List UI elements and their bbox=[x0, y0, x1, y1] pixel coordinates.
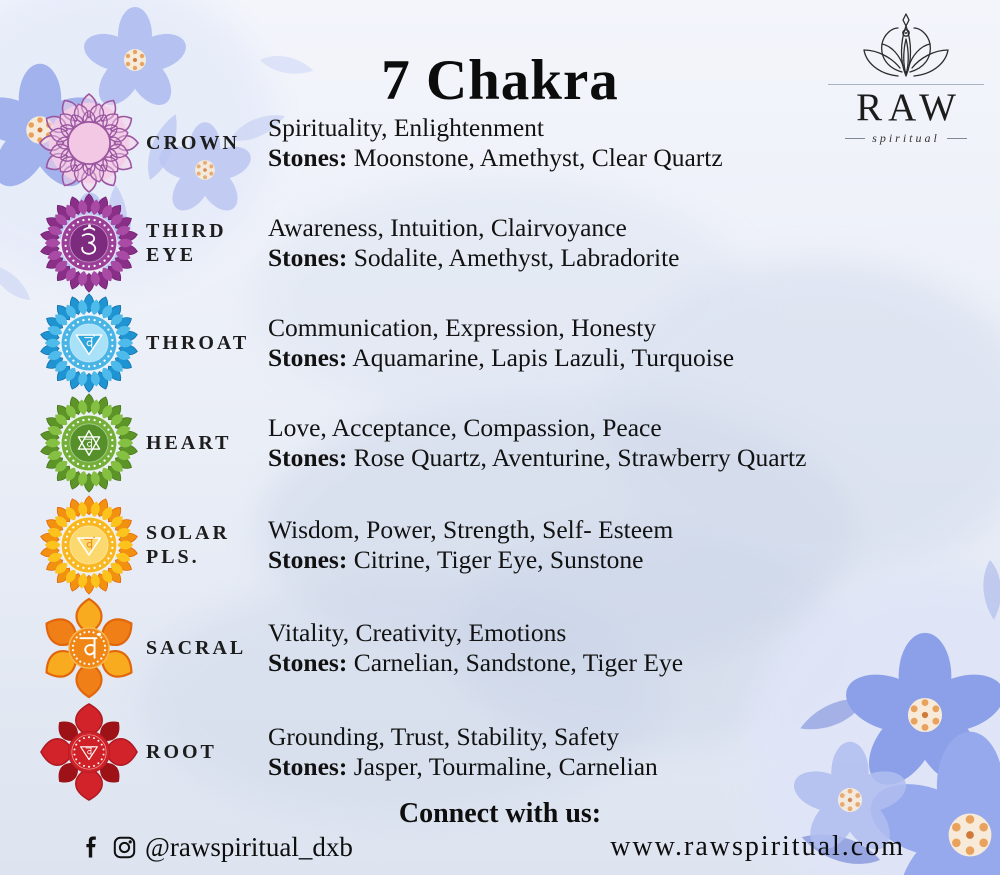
chakra-stones: Stones: Rose Quartz, Aventurine, Strawberry Quartz bbox=[268, 443, 807, 472]
crown-chakra-icon-box bbox=[36, 92, 142, 194]
throat-chakra-icon-box bbox=[36, 292, 142, 394]
stones-label: Stones: bbox=[268, 143, 348, 172]
footer-row bbox=[82, 831, 905, 863]
stones-label: Stones: bbox=[268, 343, 348, 372]
chakra-row-heart bbox=[36, 392, 992, 494]
third-eye-chakra-icon-box bbox=[36, 192, 142, 294]
chakra-label: SACRAL bbox=[146, 637, 247, 659]
chakra-keywords: Communication, Expression, Honesty bbox=[268, 313, 657, 342]
connect-heading: Connect with us: bbox=[398, 798, 602, 829]
crown-chakra-icon bbox=[38, 92, 140, 194]
chakra-keywords: Grounding, Trust, Stability, Safety bbox=[268, 722, 620, 751]
chakra-row-third-eye bbox=[36, 192, 992, 294]
chakra-row-root bbox=[36, 701, 992, 803]
chakra-label: THROAT bbox=[146, 332, 250, 354]
root-chakra-icon bbox=[38, 701, 140, 803]
throat-chakra-icon bbox=[38, 292, 140, 394]
stones-label: Stones: bbox=[268, 443, 348, 472]
social-block bbox=[82, 832, 353, 863]
brand-name: RAW bbox=[856, 86, 962, 129]
stones-label: Stones: bbox=[268, 752, 348, 781]
website-url: www.rawspiritual.com bbox=[610, 831, 905, 862]
sacral-chakra-icon bbox=[38, 597, 140, 699]
chakra-text bbox=[268, 213, 992, 273]
page-title: 7 Chakra bbox=[381, 49, 619, 113]
chakra-stones: Stones: Sodalite, Amethyst, Labradorite bbox=[268, 243, 680, 272]
chakra-row-throat bbox=[36, 292, 992, 394]
instagram-icon bbox=[113, 836, 136, 859]
stones-label: Stones: bbox=[268, 243, 348, 272]
chakra-label: THIRD EYE bbox=[146, 220, 227, 266]
chakra-text bbox=[268, 515, 992, 575]
root-chakra-icon-box bbox=[36, 701, 142, 803]
chakra-stones: Stones: Citrine, Tiger Eye, Sunstone bbox=[268, 545, 644, 574]
solar-plexus-chakra-icon-box bbox=[36, 494, 142, 596]
chakra-text bbox=[268, 722, 992, 782]
chakra-keywords: Wisdom, Power, Strength, Self- Esteem bbox=[268, 515, 674, 544]
chakra-keywords: Love, Acceptance, Compassion, Peace bbox=[268, 413, 662, 442]
stones-label: Stones: bbox=[268, 545, 348, 574]
heart-chakra-icon bbox=[38, 392, 140, 494]
chakra-label: CROWN bbox=[146, 132, 240, 154]
chakra-label: HEART bbox=[146, 432, 232, 454]
chakra-label: SOLAR PLS. bbox=[146, 522, 230, 568]
chakra-row-sacral bbox=[36, 597, 992, 699]
chakra-keywords: Awareness, Intuition, Clairvoyance bbox=[268, 213, 627, 242]
solar-plexus-chakra-icon bbox=[38, 494, 140, 596]
sacral-chakra-icon-box bbox=[36, 597, 142, 699]
chakra-label: ROOT bbox=[146, 741, 217, 763]
chakra-stones: Stones: Carnelian, Sandstone, Tiger Eye bbox=[268, 648, 684, 677]
brand-tagline: spiritual bbox=[872, 131, 940, 145]
facebook-icon bbox=[82, 835, 104, 859]
chakra-stones: Stones: Moonstone, Amethyst, Clear Quartz bbox=[268, 143, 723, 172]
chakra-text bbox=[268, 313, 992, 373]
chakra-text bbox=[268, 413, 992, 473]
third-eye-chakra-icon bbox=[38, 192, 140, 294]
chakra-keywords: Vitality, Creativity, Emotions bbox=[268, 618, 567, 647]
chakra-text bbox=[268, 113, 992, 173]
social-handle: @rawspiritual_dxb bbox=[145, 831, 353, 862]
heart-chakra-icon-box bbox=[36, 392, 142, 494]
chakra-stones: Stones: Aquamarine, Lapis Lazuli, Turquoise bbox=[268, 343, 735, 372]
lotus-mandala-icon bbox=[846, 4, 966, 78]
chakra-text bbox=[268, 618, 992, 678]
chakra-row-crown bbox=[36, 92, 992, 194]
chakra-stones: Stones: Jasper, Tourmaline, Carnelian bbox=[268, 752, 658, 781]
stones-label: Stones: bbox=[268, 648, 348, 677]
chakra-row-solar-plexus bbox=[36, 494, 992, 596]
chakra-keywords: Spirituality, Enlightenment bbox=[268, 113, 544, 142]
